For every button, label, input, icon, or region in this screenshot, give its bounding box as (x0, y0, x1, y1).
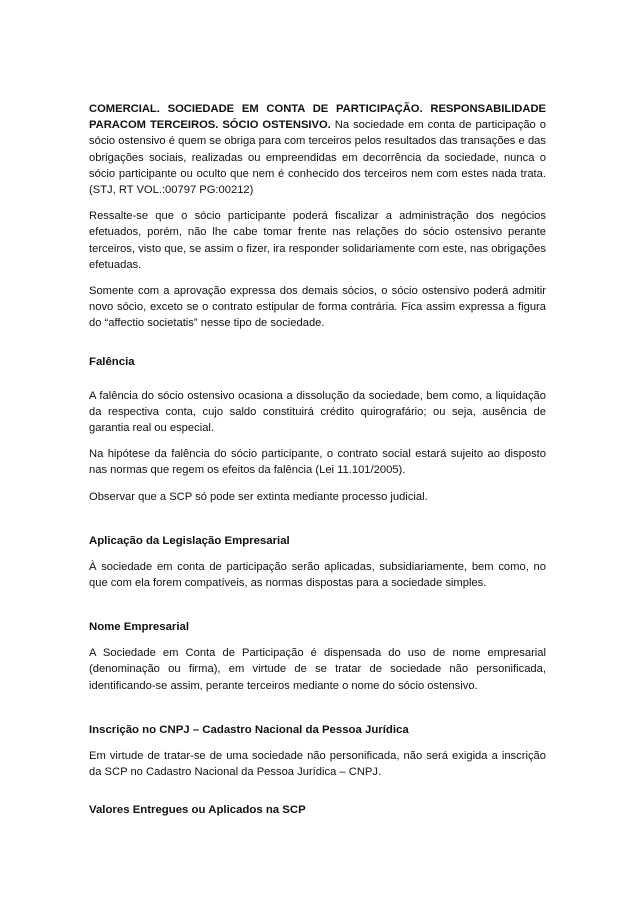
intro-paragraph (89, 101, 546, 198)
paragraph-fiscalizacao: Ressalte-se que o sócio participante poderá fiscalizar a administração dos negócios efetuados, porém, não lhe cabe tomar frente nas relações do sócio ostensivo perante terceiros, visto que, se assim o fizer, ira responder solidariamente com este, nas obrigações efetuadas. (89, 210, 546, 271)
heading-cnpj: Inscrição no CNPJ – Cadastro Nacional da Pessoa Jurídica (89, 723, 409, 736)
heading-legislacao: Aplicação da Legislação Empresarial (89, 534, 290, 547)
intro-body: Na sociedade em conta de participação o sócio ostensivo é quem se obriga para com terceiros pelos resultados das transações e das obrigações sociais, realizadas ou empreendidas em decorrência da sociedade, nunca o sócio participante ou oculto que nem é conhecido dos terceiros nem com estes nada trata. (STJ, RT VOL.:00797 PG:00212) (89, 119, 546, 197)
paragraph-legislacao: À sociedade em conta de participação serão aplicadas, subsidiariamente, bem como, no que com ela forem compatíveis, as normas dispostas para a sociedade simples. (89, 560, 546, 590)
document-page (89, 101, 546, 818)
paragraph-novo-socio: Somente com a aprovação expressa dos demais sócios, o sócio ostensivo poderá admitir novo sócio, exceto se o contrato estipular de forma contrária. Fica assim expressa a figura do “affectio societatis” nesse tipo de sociedade. (89, 285, 546, 330)
paragraph-nome-empresarial: A Sociedade em Conta de Participação é dispensada do uso de nome empresarial (denominação ou firma), em virtude de se tratar de sociedade não personificada, identificando-se assim, perante terceiros mediante o nome do sócio ostensivo. (89, 647, 546, 692)
paragraph-falencia-ostensivo: A falência do sócio ostensivo ocasiona a dissolução da sociedade, bem como, a liquidação da respectiva conta, cujo saldo constituirá crédito quirografário; ou seja, ausência de garantia real ou especial. (89, 389, 546, 435)
heading-falencia: Falência (89, 355, 135, 368)
intro-lead: COMERCIAL. SOCIEDADE EM CONTA DE PARTICIPAÇÃO. RESPONSABILIDADE PARACOM TERCEIROS. SÓCIO OSTENSIVO. (89, 103, 546, 132)
paragraph-falencia-participante: Na hipótese da falência do sócio participante, o contrato social estará sujeito ao disposto nas normas que regem os efeitos da falência (Lei 11.101/2005). (89, 448, 546, 477)
heading-valores: Valores Entregues ou Aplicados na SCP (89, 804, 306, 817)
paragraph-extincao: Observar que a SCP só pode ser extinta mediante processo judicial. (89, 490, 428, 503)
paragraph-cnpj: Em virtude de tratar-se de uma sociedade não personificada, não será exigida a inscrição da SCP no Cadastro Nacional da Pessoa Jurídica – CNPJ. (89, 749, 546, 779)
heading-nome-empresarial: Nome Empresarial (89, 621, 190, 634)
